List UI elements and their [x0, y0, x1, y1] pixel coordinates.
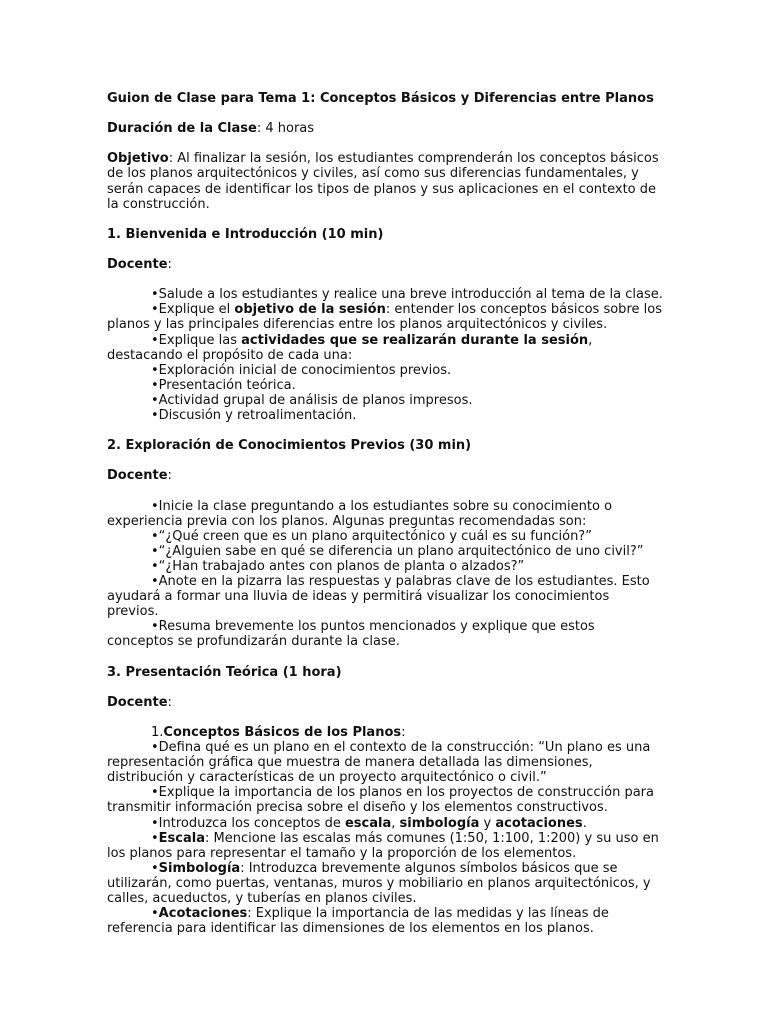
objective-label: Objetivo — [107, 151, 169, 167]
section-2-bullet: •Anote en la pizarra las respuestas y palabras clave de los estudiantes. Esto ayudará a formar una lluvia de ideas y permitirá visualizar los conocimientos previos. — [107, 574, 650, 620]
section-2-bullet: •“¿Han trabajado antes con planos de planta o alzados?” — [151, 558, 525, 574]
section-2-bullet: •“¿Qué creen que es un plano arquitectónico y cuál es su función?” — [151, 528, 592, 544]
section-1-bullet: •Explique el objetivo de la sesión: entender los conceptos básicos sobre los planos y las principales diferencias entre los planos arquitectónicos y civiles. — [107, 302, 662, 333]
objective-paragraph — [107, 151, 663, 211]
duration-label: Duración de la Clase — [107, 121, 257, 137]
objective-text: : Al finalizar la sesión, los estudiantes comprenderán los conceptos básicos de los planos arquitectónicos y civiles, así como sus diferencias fundamentales, y serán capaces de identificar los tipos de planos y sus aplicaciones en el contexto de la construcción. — [107, 151, 659, 212]
section-2-heading: 2. Exploración de Conocimientos Previos (30 min) — [107, 438, 472, 454]
section-3-docente-label: Docente: — [107, 694, 172, 710]
document-title: Guion de Clase para Tema 1: Conceptos Básicos y Diferencias entre Planos — [107, 91, 654, 106]
section-3-bullet: •Introduzca los conceptos de escala, simbología y acotaciones. — [151, 815, 587, 831]
document-page — [107, 91, 663, 936]
duration-line: Duración de la Clase: 4 horas — [107, 121, 315, 137]
section-1-bullet: •Salude a los estudiantes y realice una breve introducción al tema de la clase. — [151, 287, 663, 303]
section-1-bullet: •Exploración inicial de conocimientos previos. — [151, 362, 452, 378]
section-1-bullet: •Discusión y retroalimentación. — [151, 407, 357, 423]
section-3-bullet: •Escala: Mencione las escalas más comunes (1:50, 1:100, 1:200) y su uso en los planos para representar el tamaño y la proporción de los elementos. — [107, 830, 659, 861]
duration-value: 4 horas — [261, 121, 315, 137]
section-3-bullet: •Simbología: Introduzca brevemente algunos símbolos básicos que se utilizarán, como puertas, ventanas, muros y mobiliario en planos arquitectónicos, y calles, acueductos, y tuberías en planos civiles. — [107, 860, 651, 906]
section-1-bullet: •Actividad grupal de análisis de planos impresos. — [151, 392, 473, 408]
section-2-bullet: •“¿Alguien sabe en qué se diferencia un plano arquitectónico de uno civil?” — [151, 543, 644, 559]
section-1-docente-label: Docente: — [107, 257, 172, 273]
section-3-heading: 3. Presentación Teórica (1 hora) — [107, 664, 342, 680]
section-1-heading: 1. Bienvenida e Introducción (10 min) — [107, 226, 384, 242]
section-1-bullet: •Presentación teórica. — [151, 377, 296, 393]
section-3-bullet: •Acotaciones: Explique la importancia de las medidas y las líneas de referencia para identificar las dimensiones de los elementos en los planos. — [107, 906, 609, 937]
section-3-bullet: •Defina qué es un plano en el contexto de la construcción: “Un plano es una representación gráfica que muestra de manera detallada las dimensiones, distribución y características de un proyecto arquitectónico o civil.” — [107, 740, 651, 786]
section-1-bullet: •Explique las actividades que se realizarán durante la sesión, destacando el propósito de cada una: — [107, 332, 593, 363]
section-2-bullet: •Inicie la clase preguntando a los estudiantes sobre su conocimiento o experiencia previa con los planos. Algunas preguntas recomendadas son: — [107, 498, 613, 529]
section-2-docente-label: Docente: — [107, 468, 172, 484]
section-3-subheading: 1.Conceptos Básicos de los Planos: — [151, 724, 406, 740]
section-3-bullet: •Explique la importancia de los planos en los proyectos de construcción para transmitir información precisa sobre el diseño y los elementos constructivos. — [107, 785, 654, 816]
section-2-bullet: •Resuma brevemente los puntos mencionados y explique que estos conceptos se profundizarán durante la clase. — [107, 619, 595, 650]
